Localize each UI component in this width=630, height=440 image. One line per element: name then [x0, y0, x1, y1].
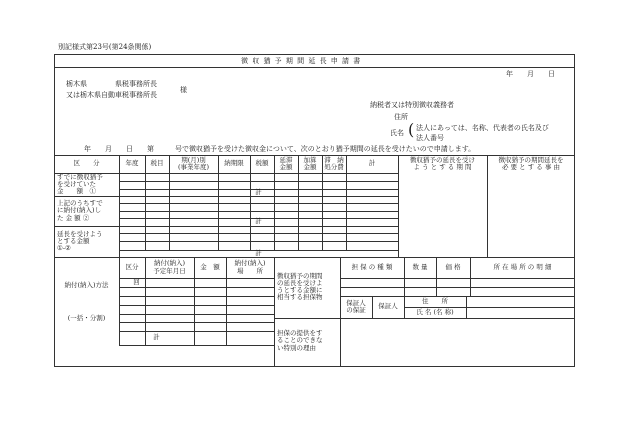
t1-h-nofukigen: 納期限	[224, 159, 244, 168]
t1-h-zeimoku: 税目	[150, 159, 164, 168]
t2-guarantor-address: 住 所	[422, 296, 448, 305]
t1-total-3: 計	[255, 248, 262, 257]
t2-h-sec-type: 担 保 の 種 類	[351, 262, 393, 271]
t1-h-kubun: 区 分	[73, 159, 100, 168]
t2-h-date: 納付(納入) 予定年月日	[153, 259, 186, 275]
t2-h-place: 納付(納入) 場 所	[234, 259, 266, 275]
t1-h-entai: 延滞 金額	[279, 155, 293, 171]
intro-text: 年 月 日 第 号で徴収猶予を受けた徴収金について、次のとおり猶予期間の延長を受けたいので申請します。	[84, 145, 476, 153]
t1-h-taino: 滞 納 処分費	[324, 155, 344, 171]
applicant-role: 納税者又は特別徴収義務者	[370, 101, 454, 109]
t1-h-kei: 計	[368, 159, 376, 168]
t2-guarantor-label: 保証人 の保証	[346, 298, 366, 314]
t2-h-kubun: 区分	[125, 262, 139, 271]
t1-row-extension: 延長を受けよう とする金額 ①-②	[57, 229, 103, 253]
t2-h-price: 価 格	[445, 262, 461, 271]
t1-h-kikan: 徴収猶予の延長を受け よ う と す る 期 間	[410, 155, 475, 171]
t2-guarantor-name: 氏 名 (名 称)	[416, 307, 454, 316]
applicant-name-label: 氏名	[390, 129, 404, 137]
t1-total-1: 計	[255, 187, 262, 196]
t2-kai: 回	[133, 277, 140, 286]
applicant-name-note2: 法人番号	[416, 134, 444, 142]
date-line: 年 月 日	[506, 70, 555, 78]
t1-total-2: 計	[255, 217, 262, 226]
t2-payment-method: 納付(納入)方法	[64, 281, 109, 290]
t2-lump-or-installment: (一括・分割)	[67, 314, 106, 323]
t2-total: 計	[153, 333, 160, 342]
t1-h-riyu: 徴収猶予の期間延長を 必 要 と す る 事 由	[498, 155, 564, 171]
t2-reason-label: 担保の提供をす ることのできな い特別の理由	[277, 329, 323, 352]
addressee-line1: 栃木県 県税事務所長	[66, 80, 157, 88]
t1-row-already-deferred: すでに徴収猶予 を受けていた 金 額 ①	[57, 172, 103, 196]
t2-h-value: 数 量	[412, 262, 428, 271]
form-code: 別記様式第23号(第24条関係)	[58, 43, 152, 51]
t1-h-kasan: 加算 金額	[303, 155, 317, 171]
applicant-name-note1: 法人にあっては、名称、代表者の氏名及び	[416, 124, 549, 132]
t2-guarantor: 保証人	[378, 302, 398, 311]
t1-h-zeigaku: 税額	[255, 159, 269, 168]
t2-h-amount: 金 額	[200, 262, 220, 271]
form-title: 徴 収 猶 予 期 間 延 長 申 請 書	[241, 57, 362, 65]
addressee-line2: 又は栃木県自動車税事務所長	[66, 91, 157, 99]
t1-row-already-paid: 上記のうちすで に納付(納入)し た 金 額 ②	[57, 199, 103, 222]
t2-h-location: 所 在 場 所 の 明 細	[493, 262, 552, 271]
t1-h-nendo: 年度	[125, 159, 139, 168]
t2-security-label: 徴収猶予の期間 の延長を受けよ うとする金額に 相当する担保物	[277, 271, 323, 302]
addressee-honorific: 様	[180, 86, 187, 94]
t1-h-kibetsu: 期(月)別 (事業年度)	[177, 155, 210, 171]
bracket-left: (	[408, 120, 415, 139]
applicant-address: 住所	[394, 113, 408, 121]
